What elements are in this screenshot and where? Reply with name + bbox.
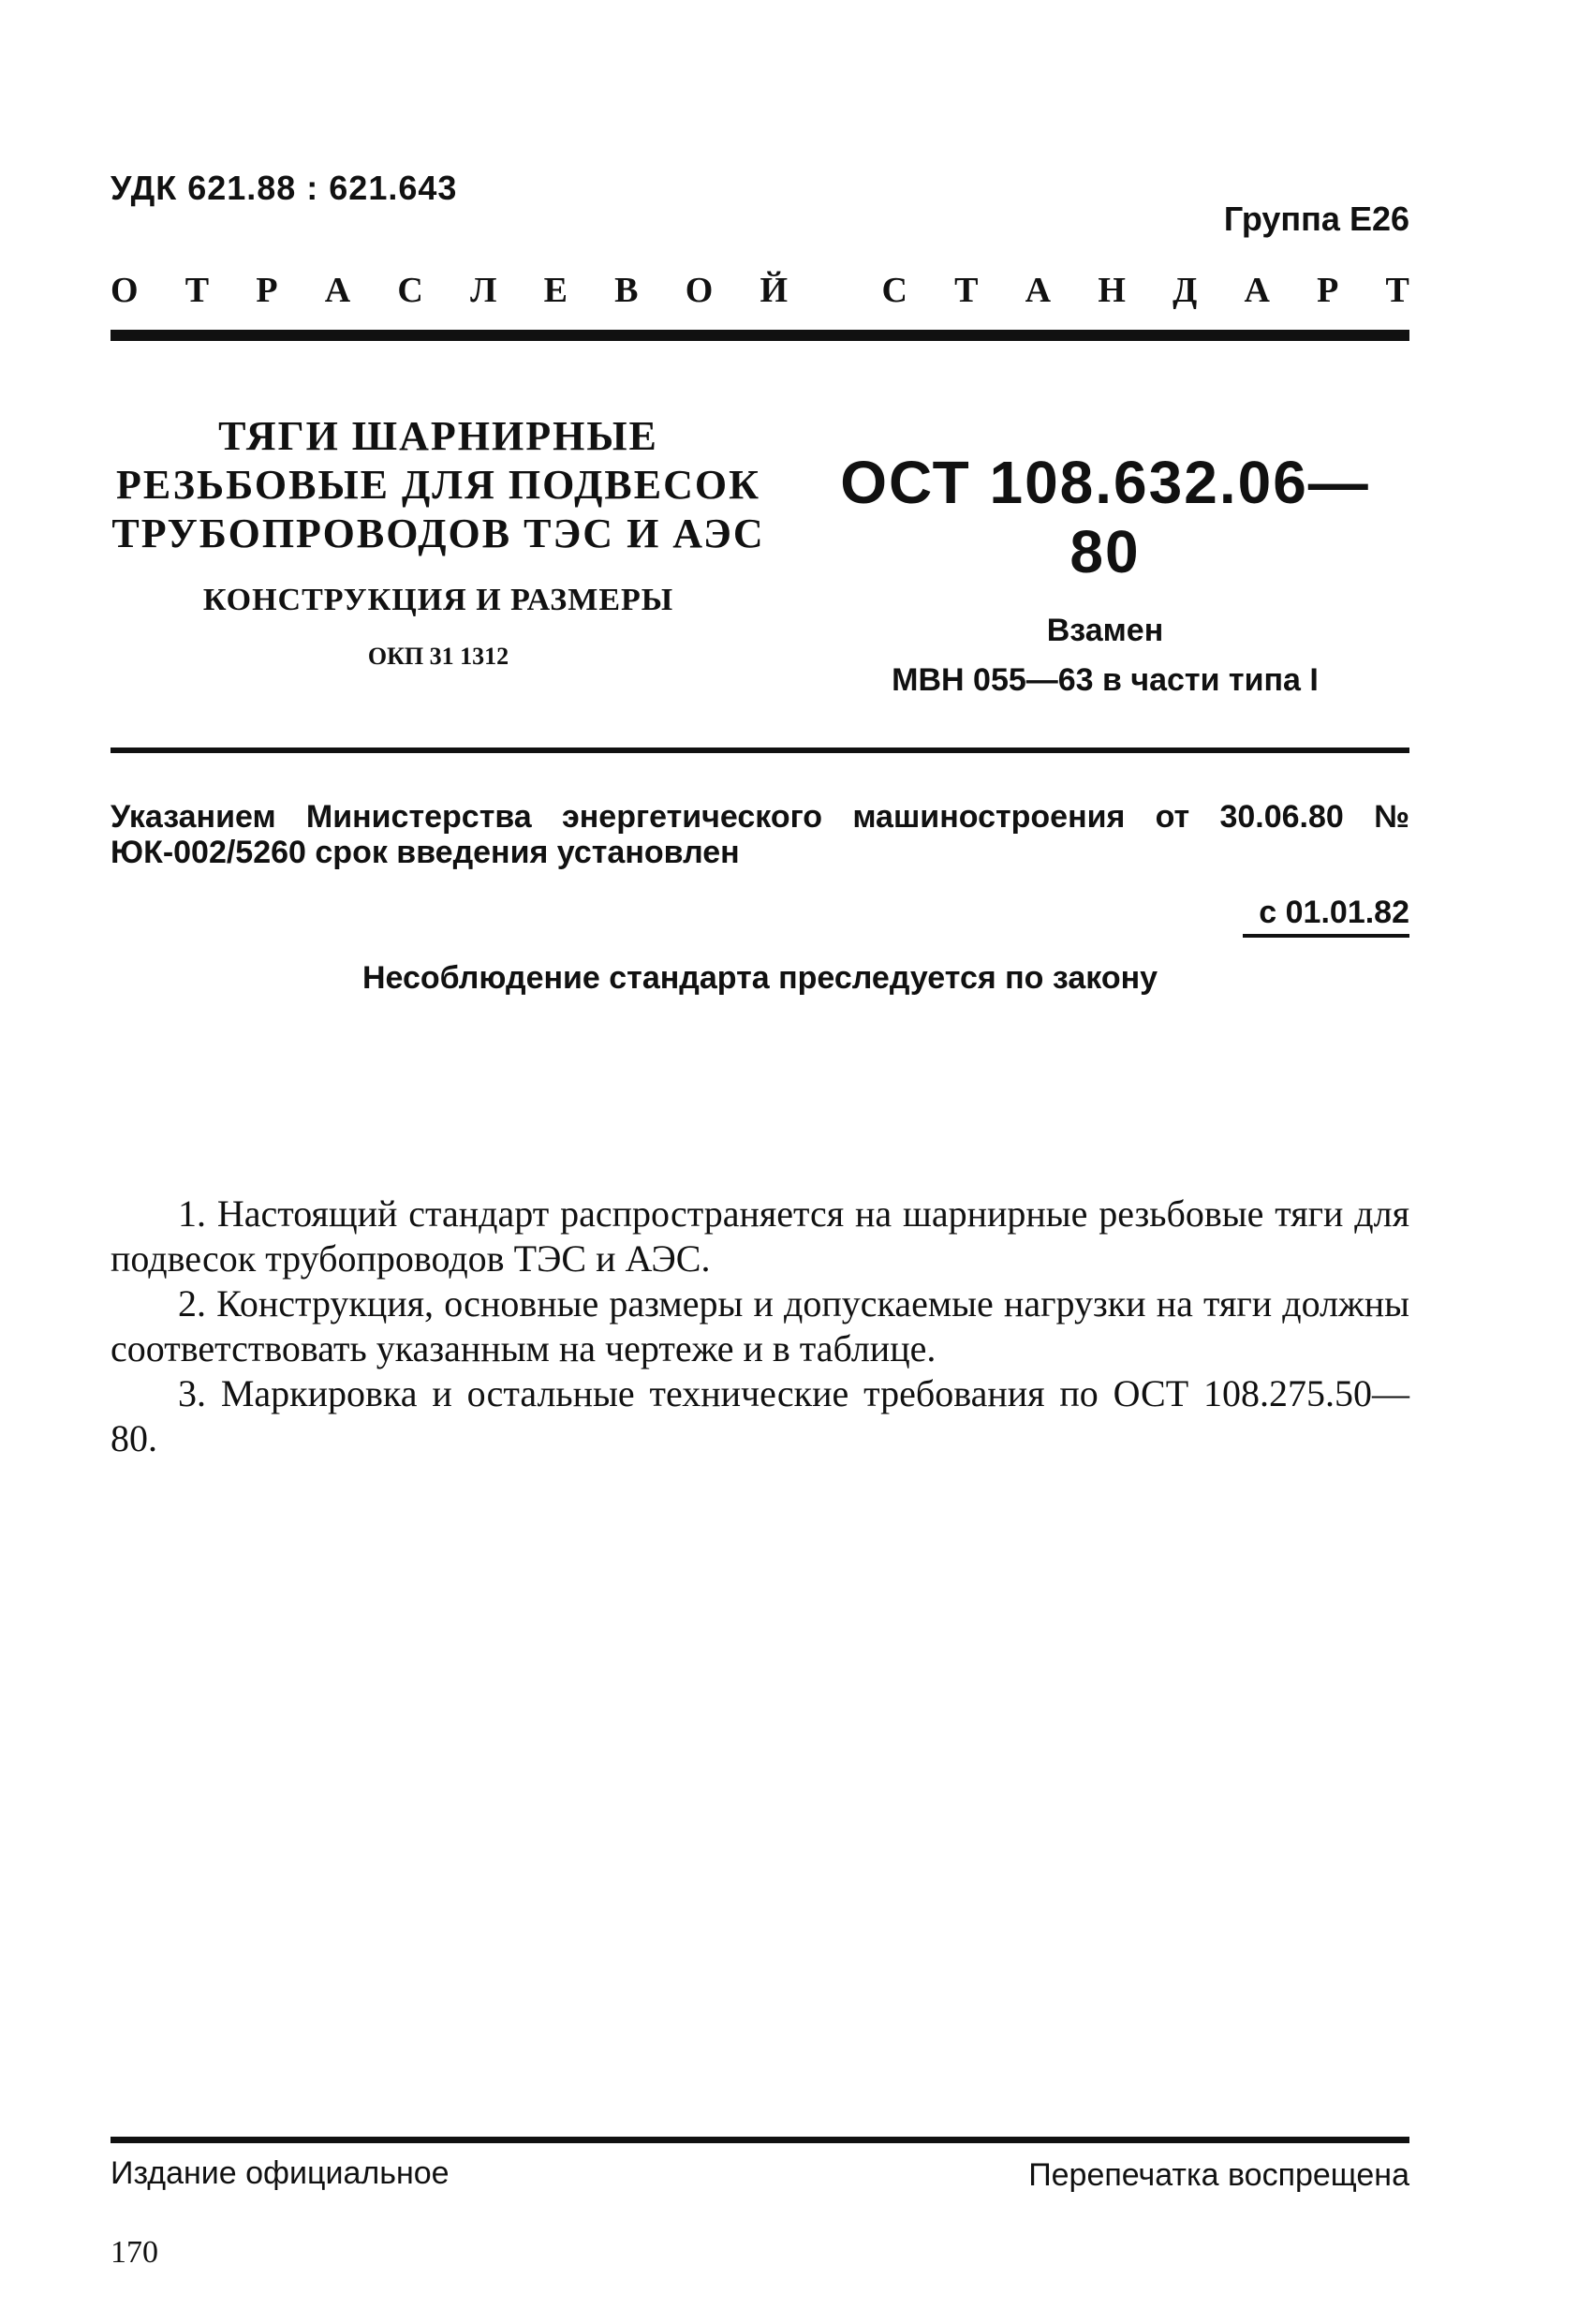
legal-notice: Несоблюдение стандарта преследуется по закону	[361, 960, 1158, 996]
standard-code: ОСТ 108.632.06—80	[840, 449, 1370, 585]
reprint-notice: Перепечатка воспрещена	[1028, 2157, 1409, 2193]
banner-letter: А	[1244, 271, 1270, 310]
edition-note: Издание официальное	[111, 2155, 450, 2191]
title-line: ТЯГИ ШАРНИРНЫЕ	[218, 413, 658, 459]
title-divider	[111, 748, 1409, 753]
banner-letter: Р	[1317, 271, 1339, 310]
banner-letter: В	[614, 271, 639, 310]
group-code: Группа Е26	[1223, 200, 1409, 238]
banner-letter: С	[397, 271, 423, 310]
clause-item: 3. Маркировка и остальные технические требования по ОСТ 108.275.50—80.	[111, 1372, 1409, 1459]
header-divider	[111, 330, 1409, 341]
page-number: 170	[111, 2235, 158, 2270]
standard-type-banner	[111, 270, 1409, 311]
banner-letter: А	[1025, 271, 1052, 310]
banner-letter: О	[685, 271, 714, 310]
effective-date: с 01.01.82	[1259, 895, 1409, 930]
banner-letter: Т	[1385, 271, 1409, 310]
enactment-note: Указанием Министерства энергетического машиностроения от 30.06.80 № ЮК-002/5260 срок введения установлен	[111, 799, 1409, 870]
replaced-standard: МВН 055—63 в части типа I	[892, 662, 1319, 698]
banner-letter: Й	[760, 271, 789, 310]
title-line: РЕЗЬБОВЫЕ ДЛЯ ПОДВЕСОК	[116, 462, 760, 508]
replaces-label: Взамен	[1046, 613, 1164, 648]
document-title-block	[111, 412, 766, 671]
banner-letter: Т	[184, 271, 210, 310]
footer-divider	[111, 2137, 1409, 2143]
udk-code: УДК 621.88 : 621.643	[111, 169, 458, 207]
banner-letter: С	[881, 271, 907, 310]
okp-code: ОКП 31 1312	[367, 643, 509, 670]
banner-letter: А	[324, 271, 351, 310]
banner-letter: Н	[1098, 271, 1126, 310]
banner-letter: Р	[256, 271, 278, 310]
banner-letter: О	[111, 271, 139, 310]
clause-item: 1. Настоящий стандарт распространяется на шарнирные резьбовые тяги для подвесок трубопроводов ТЭС и АЭС.	[111, 1192, 1409, 1280]
clause-item: 2. Конструкция, основные размеры и допускаемые нагрузки на тяги должны соответствовать указанным на чертеже и в таблице.	[111, 1282, 1409, 1369]
banner-letter: Т	[954, 271, 979, 310]
standard-designation-block	[805, 448, 1405, 699]
banner-letter: Л	[470, 271, 497, 310]
banner-letter: Е	[543, 271, 568, 310]
document-subtitle: КОНСТРУКЦИЯ И РАЗМЕРЫ	[202, 583, 674, 617]
clauses-list	[111, 1192, 1409, 1461]
banner-letter: Д	[1173, 271, 1198, 310]
effective-date-underline	[1243, 934, 1409, 938]
title-line: ТРУБОПРОВОДОВ ТЭС И АЭС	[111, 511, 765, 556]
